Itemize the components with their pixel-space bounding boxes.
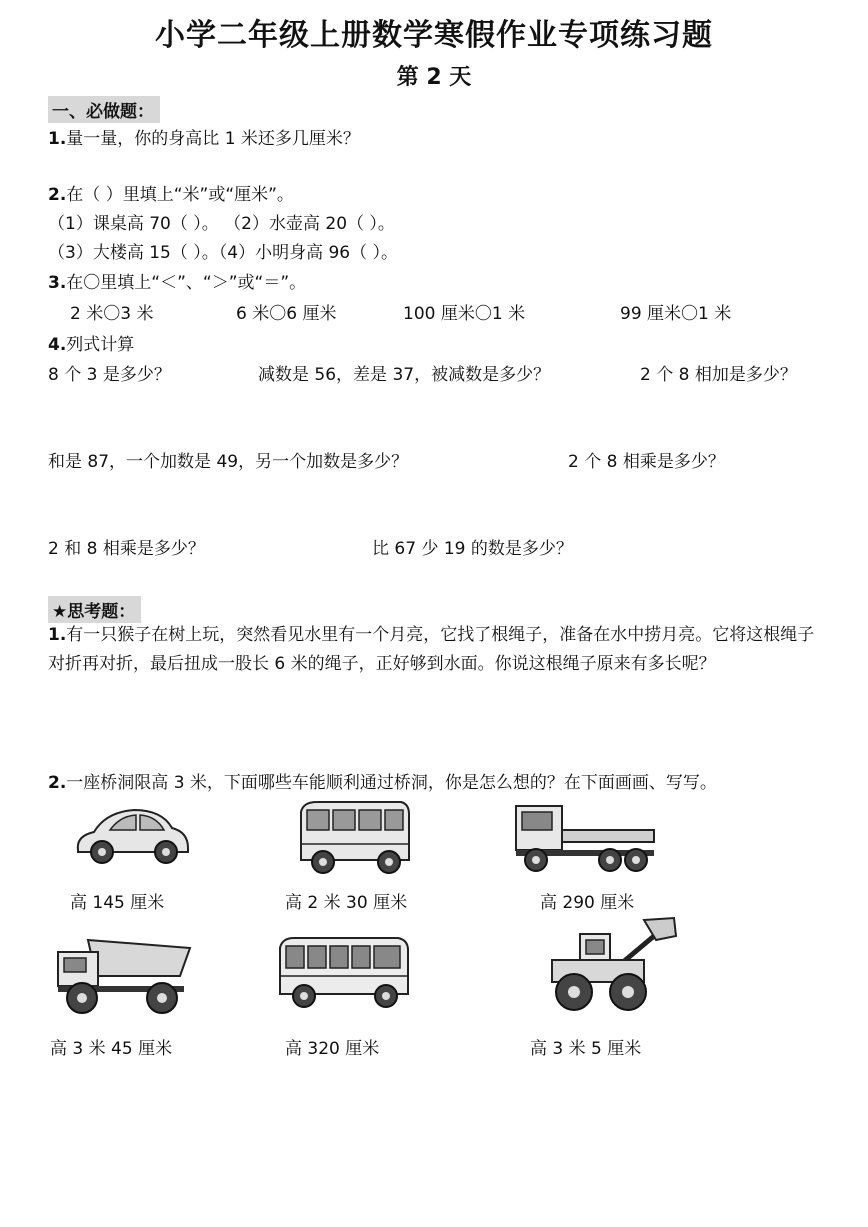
vehicle-caption: 高 320 厘米 — [285, 1039, 380, 1059]
compare-item: 2 米〇3 米 — [70, 304, 154, 324]
vehicle-caption: 高 145 厘米 — [70, 893, 165, 913]
section-required-heading: 一、必做题： — [48, 96, 160, 123]
compare-item: 100 厘米〇1 米 — [403, 304, 526, 324]
question-number: 2. — [48, 773, 67, 793]
question-number: 1. — [48, 625, 67, 645]
car-icon — [72, 802, 192, 866]
think-question-2 — [48, 772, 717, 794]
calc-item: 8 个 3 是多少？ — [48, 365, 171, 385]
calc-item: 2 和 8 相乘是多少？ — [48, 539, 205, 559]
calc-item: 2 个 8 相乘是多少？ — [568, 452, 725, 472]
question-3 — [48, 272, 306, 294]
question-2 — [48, 184, 294, 206]
question-text: 量一量，你的身高比 1 米还多几厘米？ — [66, 129, 360, 149]
think-question-1 — [48, 621, 830, 679]
calc-item: 2 个 8 相加是多少？ — [640, 365, 797, 385]
question-number: 1. — [48, 129, 67, 149]
page-subtitle: 第 2 天 — [396, 65, 472, 90]
question-number: 4. — [48, 335, 67, 355]
question-2-row-1: （1）课桌高 70（ ）。 （2）水壶高 20（ ）。 — [48, 214, 395, 234]
question-text: 列式计算 — [66, 335, 135, 355]
vehicle-caption: 高 2 米 30 厘米 — [285, 893, 408, 913]
question-1 — [48, 128, 360, 150]
vehicle-caption: 高 3 米 45 厘米 — [50, 1039, 173, 1059]
vehicle-caption: 高 290 厘米 — [540, 893, 635, 913]
section-thinking-heading: ★思考题： — [48, 596, 141, 623]
compare-item: 99 厘米〇1 米 — [620, 304, 732, 324]
calc-item: 比 67 少 19 的数是多少？ — [372, 539, 573, 559]
question-text: 在（ ）里填上“米”或“厘米”。 — [66, 185, 294, 205]
calc-item: 和是 87，一个加数是 49，另一个加数是多少？ — [48, 452, 409, 472]
vehicle-caption: 高 3 米 5 厘米 — [530, 1039, 642, 1059]
question-number: 3. — [48, 273, 67, 293]
dump-truck-icon — [52, 932, 194, 1016]
question-4 — [48, 334, 134, 356]
question-2-row-2: （3）大楼高 15（ ）。（4）小明身高 96（ ）。 — [48, 243, 399, 263]
page-title: 小学二年级上册数学寒假作业专项练习题 — [155, 18, 713, 53]
flatbed-truck-icon — [510, 800, 658, 876]
van-icon — [293, 798, 413, 878]
question-number: 2. — [48, 185, 67, 205]
bus-icon — [274, 934, 412, 1014]
compare-item: 6 米〇6 厘米 — [236, 304, 337, 324]
calc-item: 减数是 56，差是 37，被减数是多少？ — [258, 365, 551, 385]
question-text: 有一只猴子在树上玩，突然看见水里有一个月亮，它找了根绳子，准备在水中捞月亮。它将这根绳子对折再对折，最后扭成一股长 6 米的绳子，正好够到水面。你说这根绳子原来有多长呢？ — [48, 625, 815, 674]
question-text: 在〇里填上“＜”、“＞”或“＝”。 — [66, 273, 307, 293]
loader-icon — [544, 914, 680, 1014]
question-text: 一座桥洞限高 3 米，下面哪些车能顺利通过桥洞，你是怎么想的？在下面画画、写写。 — [66, 773, 717, 793]
